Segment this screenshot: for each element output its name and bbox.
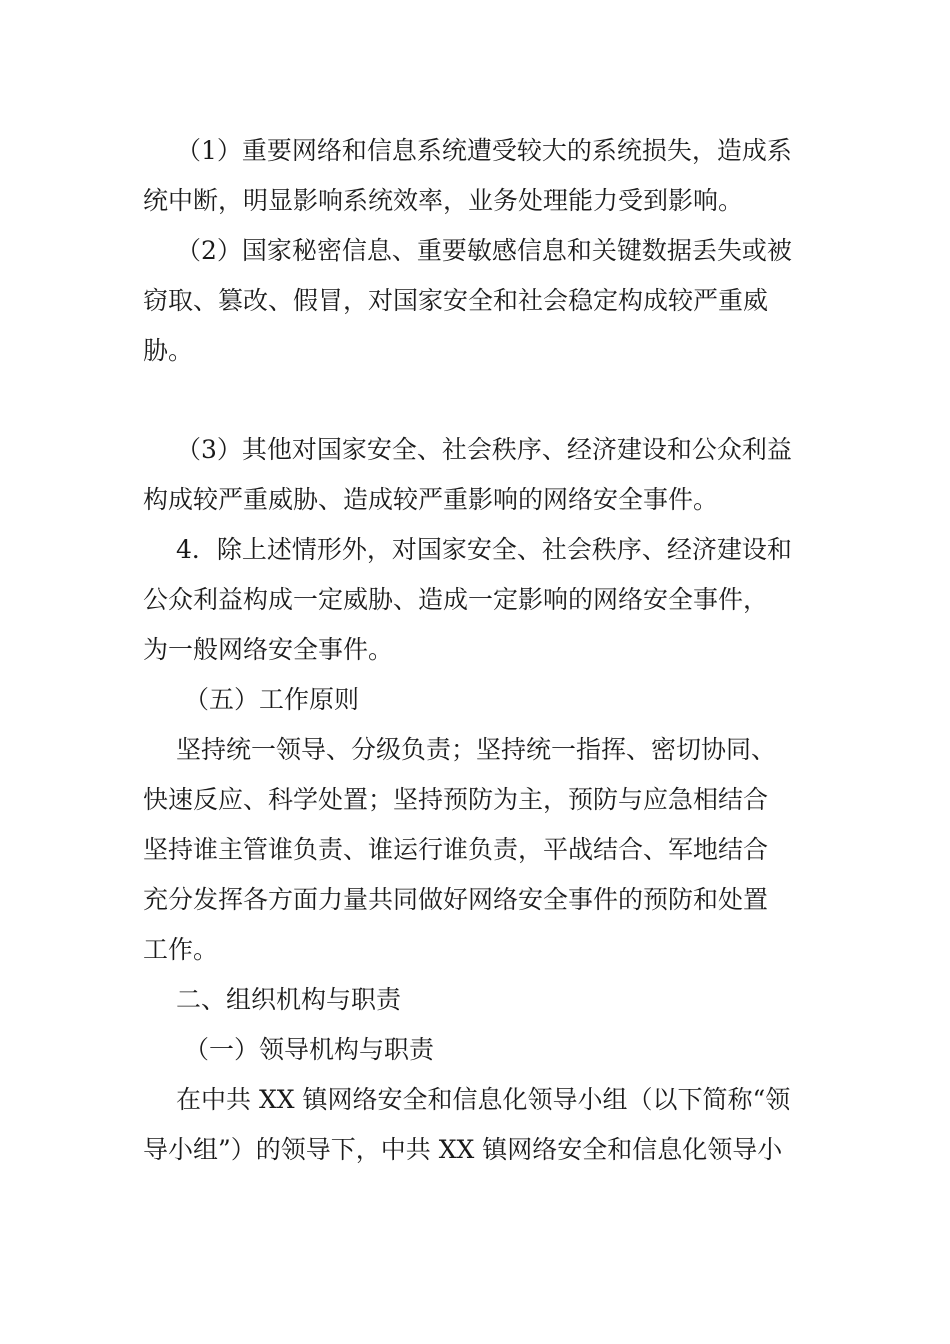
paragraph-line: 坚持谁主管谁负责、谁运行谁负责，平战结合、军地结合 xyxy=(143,835,769,864)
section-heading: （一）领导机构与职责 xyxy=(184,1035,435,1064)
paragraph-line: 坚持统一领导、分级负责；坚持统一指挥、密切协同、 xyxy=(176,735,777,764)
paragraph-line: （2）国家秘密信息、重要敏感信息和关键数据丢失或被 xyxy=(176,236,792,265)
paragraph-line: 充分发挥各方面力量共同做好网络安全事件的预防和处置 xyxy=(143,885,769,914)
paragraph-line: 窃取、篡改、假冒，对国家安全和社会稳定构成较严重威 xyxy=(143,286,769,315)
paragraph-line: 在中共 XX 镇网络安全和信息化领导小组（以下简称“领 xyxy=(176,1085,791,1114)
paragraph-line: 为一般网络安全事件。 xyxy=(143,635,394,664)
paragraph-line: （3）其他对国家安全、社会秩序、经济建设和公众利益 xyxy=(176,435,792,464)
paragraph-line: 工作。 xyxy=(143,935,219,964)
paragraph-line: 公众利益构成一定威胁、造成一定影响的网络安全事件， xyxy=(143,585,769,614)
section-heading: （五）工作原则 xyxy=(184,685,360,714)
paragraph-line: 胁。 xyxy=(143,336,194,365)
paragraph-line: 快速反应、科学处置；坚持预防为主，预防与应急相结合 xyxy=(143,785,769,814)
paragraph-line: 统中断，明显影响系统效率，业务处理能力受到影响。 xyxy=(143,186,744,215)
paragraph-line: 4．除上述情形外，对国家安全、社会秩序、经济建设和 xyxy=(176,535,792,564)
paragraph-line: （1）重要网络和信息系统遭受较大的系统损失，造成系 xyxy=(176,136,792,165)
section-heading: 二、组织机构与职责 xyxy=(176,985,402,1014)
paragraph-line: 导小组”）的领导下，中共 XX 镇网络安全和信息化领导小 xyxy=(143,1135,783,1164)
paragraph-line: 构成较严重威胁、造成较严重影响的网络安全事件。 xyxy=(143,485,719,514)
